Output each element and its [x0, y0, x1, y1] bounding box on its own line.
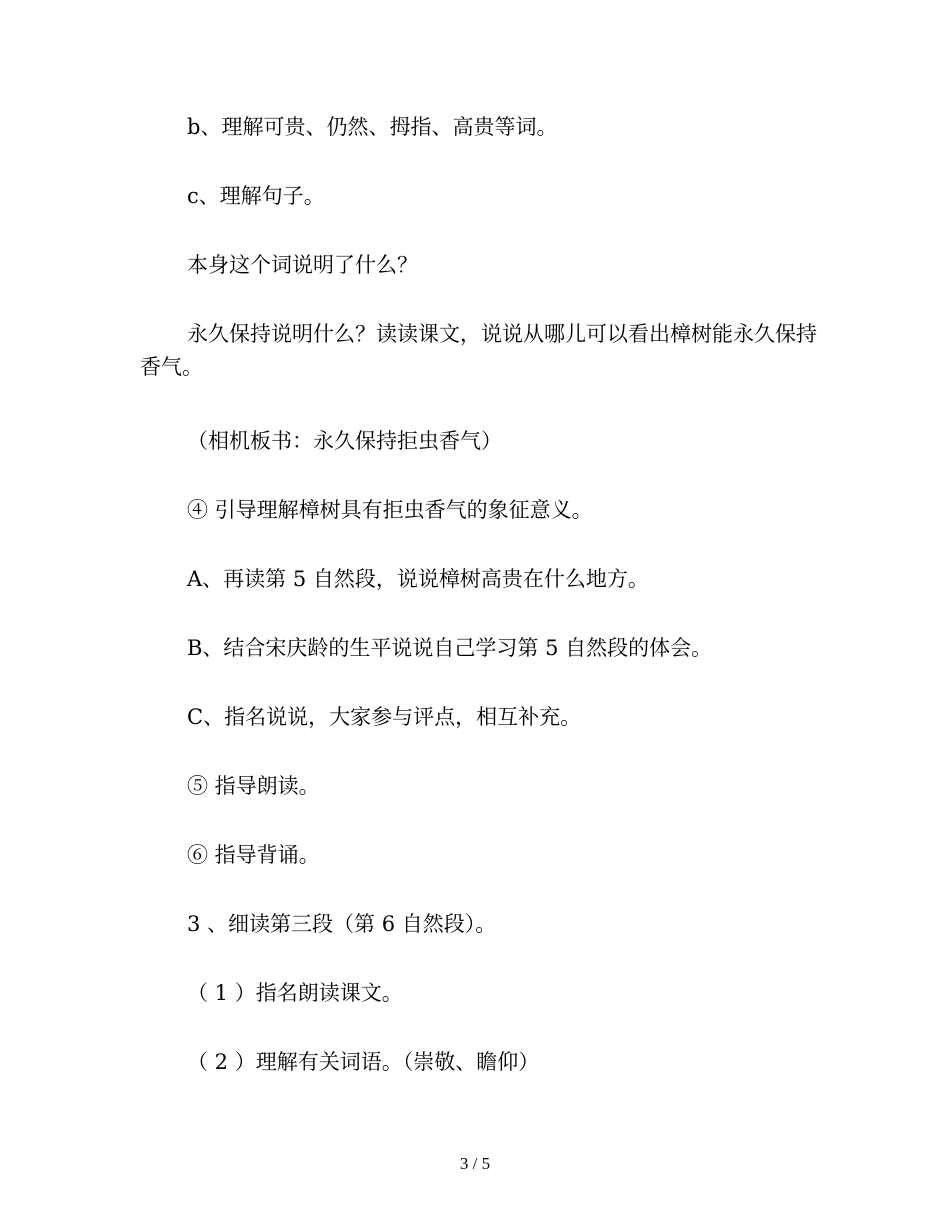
page-number: 3 / 5 — [459, 1154, 491, 1173]
paragraph: 永久保持说明什么？读读课文，说说从哪儿可以看出樟树能永久保持香气。 — [140, 322, 817, 379]
paragraph: b、理解可贵、仍然、拇指、高贵等词。 — [187, 115, 558, 139]
paragraph: ④ 引导理解樟树具有拒虫香气的象征意义。 — [187, 498, 593, 522]
paragraph: （相机板书：永久保持拒虫香气） — [187, 429, 502, 453]
paragraph: （ 2 ）理解有关词语。（崇敬、瞻仰） — [187, 1050, 540, 1074]
paragraph: A、再读第 5 自然段，说说樟树高贵在什么地方。 — [187, 567, 649, 591]
paragraph: C、指名说说，大家参与评点，相互补充。 — [187, 705, 582, 729]
paragraph: 本身这个词说明了什么？ — [187, 253, 418, 277]
paragraph: ⑥ 指导背诵。 — [187, 843, 320, 867]
paragraph: ⑤ 指导朗读。 — [187, 774, 320, 798]
paragraph: 3 、细读第三段（第 6 自然段）。 — [187, 912, 497, 936]
paragraph: c、理解句子。 — [187, 184, 325, 208]
paragraph: B、结合宋庆龄的生平说说自己学习第 5 自然段的体会。 — [187, 636, 713, 660]
paragraph: （ 1 ）指名朗读课文。 — [187, 981, 403, 1005]
